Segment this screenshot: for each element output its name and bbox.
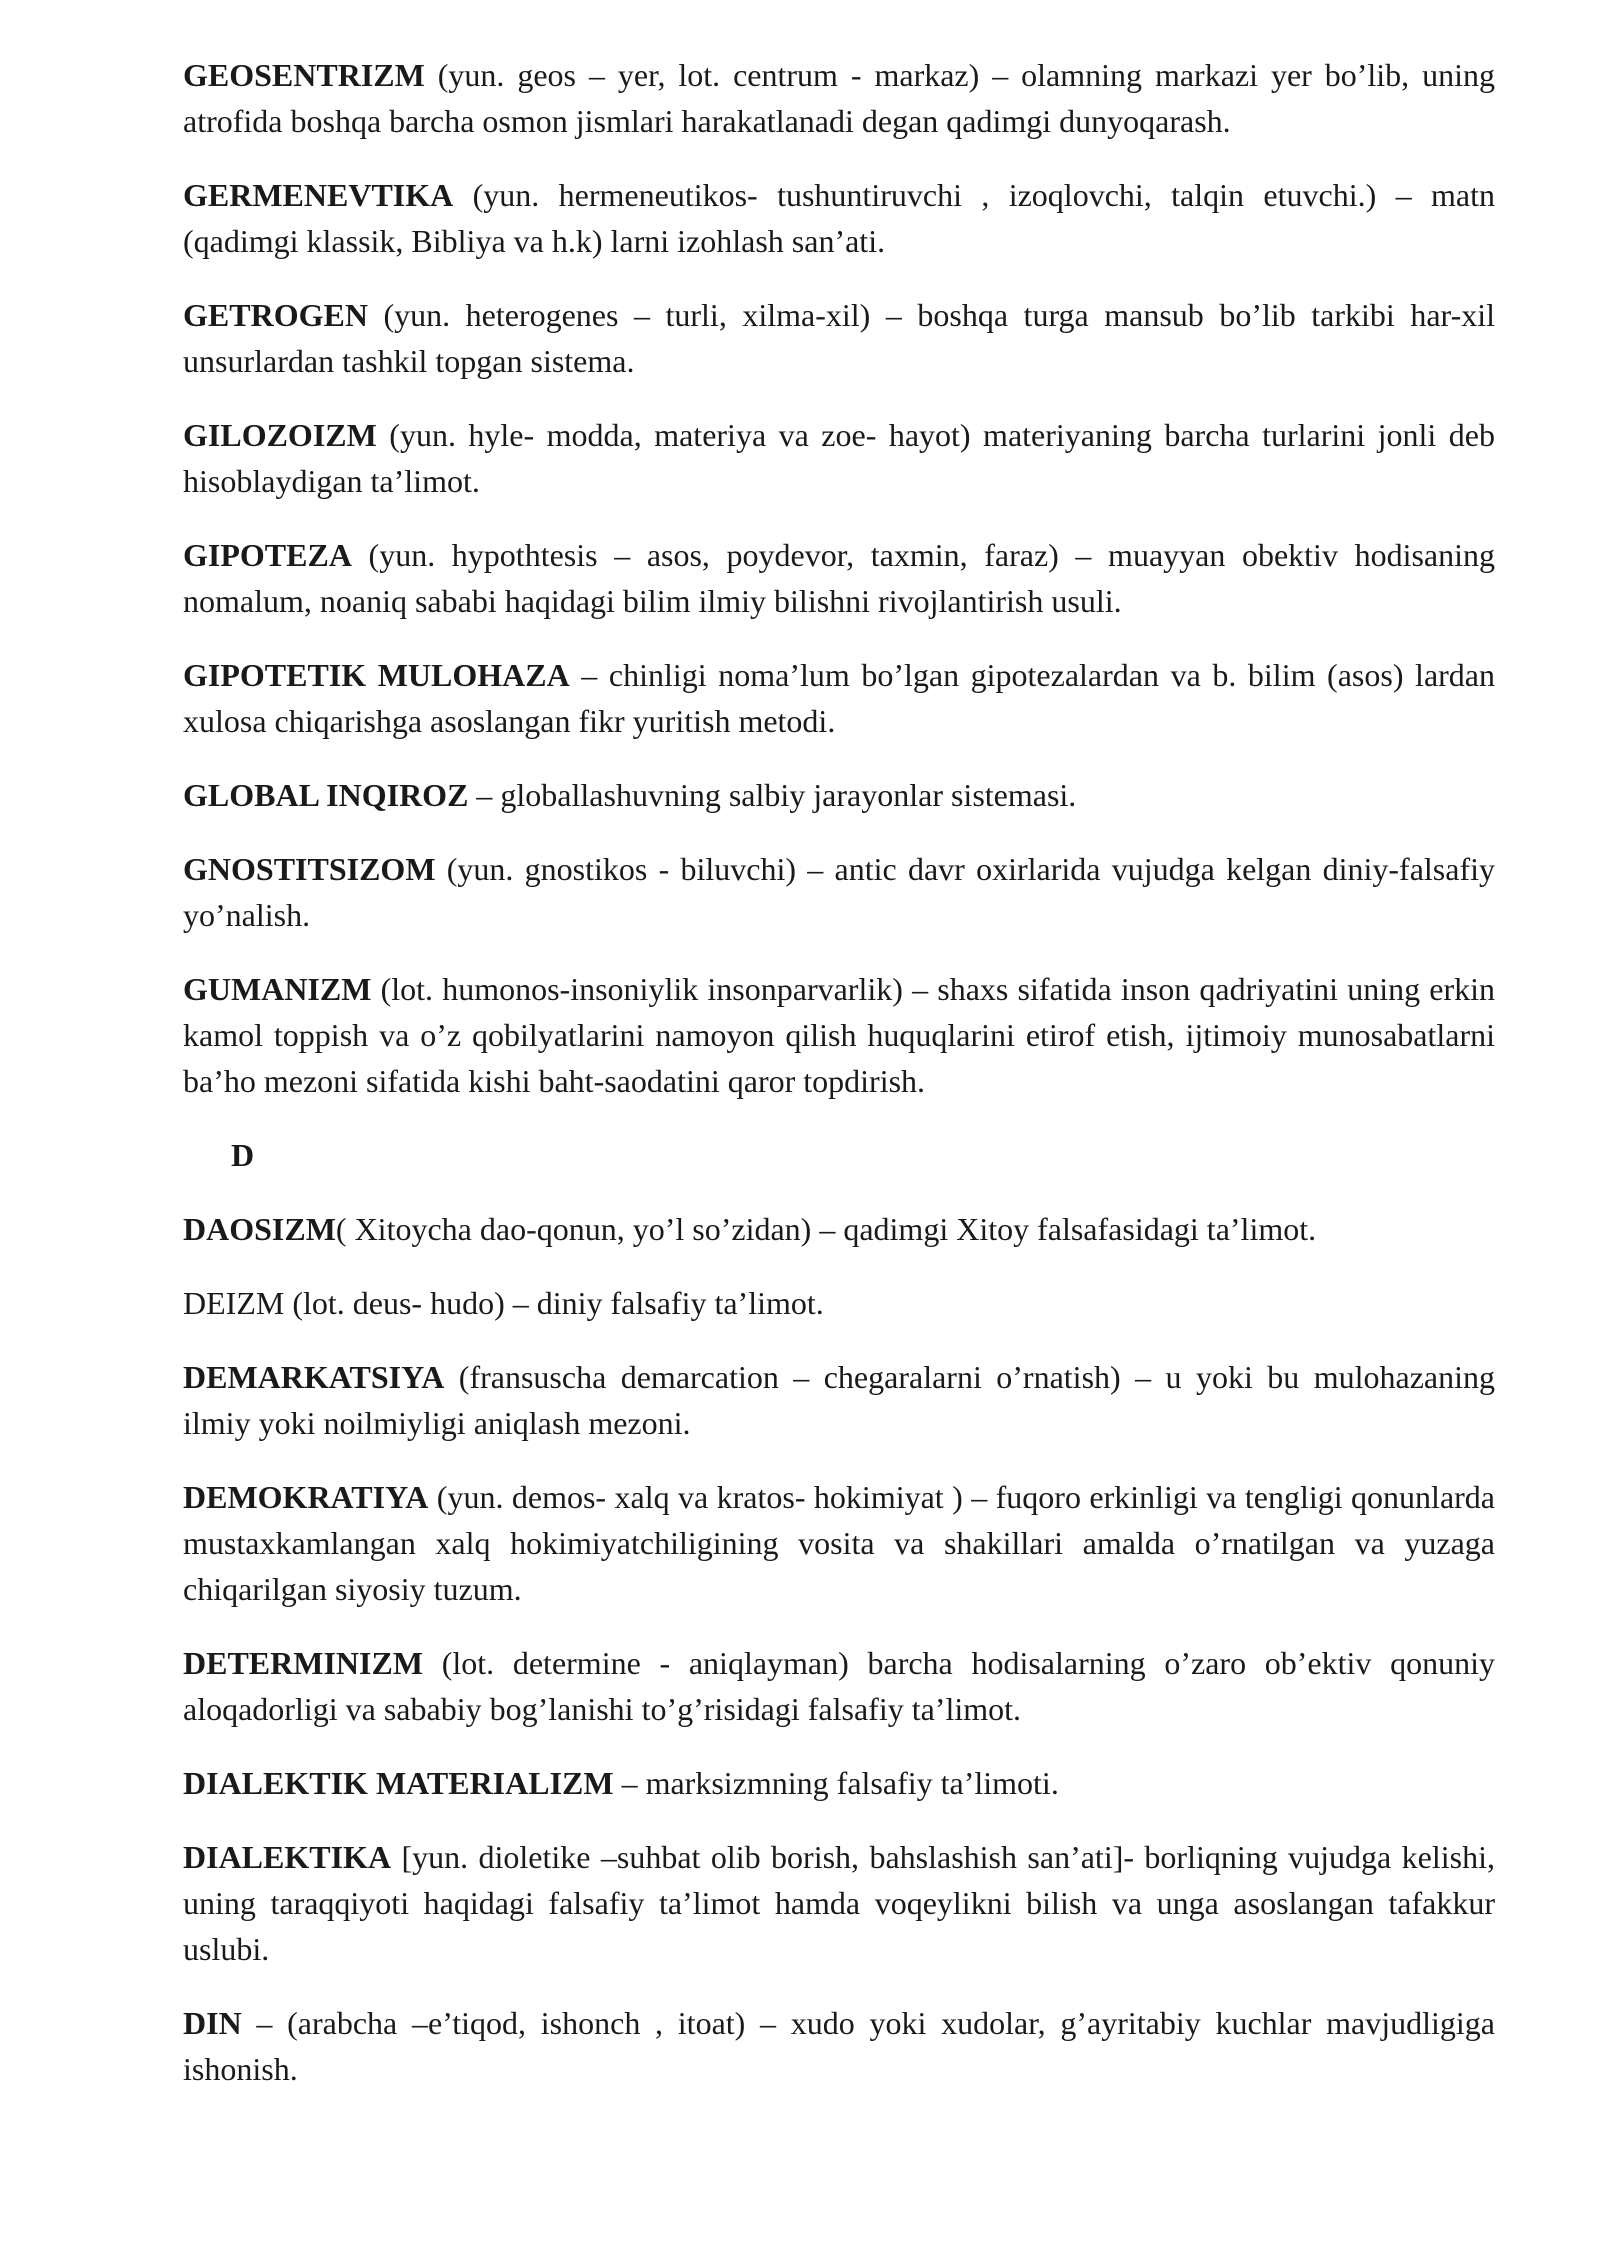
entry-term: GEOSENTRIZM — [183, 57, 425, 93]
glossary-entry — [183, 966, 1495, 1104]
entry-term: GERMENEVTIKA — [183, 177, 454, 213]
glossary-entry — [183, 1474, 1495, 1612]
entry-term: GNOSTITSIZOM — [183, 851, 436, 887]
entry-term: DEMARKATSIYA — [183, 1359, 445, 1395]
entry-definition: (lot. humonos-insoniylik insonparvarlik) – shaxs sifatida inson qadriyatini uning erkin kamol toppish va o’z qobilyatlarini namoyon qilish huquqlarini etirof etish, ijtimoiy munosabatlarni ba’ho mezoni sifatida kishi baht-saodatini qaror topdirish. — [183, 971, 1495, 1099]
entry-term: GUMANIZM — [183, 971, 372, 1007]
glossary-entry — [183, 1206, 1495, 1252]
entry-definition: ( Xitoycha dao-qonun, yo’l so’zidan) – qadimgi Xitoy falsafasidagi ta’limot. — [335, 1211, 1317, 1247]
entry-definition: (yun. demos- xalq va kratos- hokimiyat ) – fuqoro erkinligi va tengligi qonunlarda mustaxkamlangan xalq hokimiyatchiligining vosita va shakillari amalda o’rnatilgan va yuzaga chiqarilgan siyosiy tuzum. — [183, 1479, 1495, 1607]
entry-term: GLOBAL INQIROZ — [183, 777, 469, 813]
entry-term: DETERMINIZM — [183, 1645, 424, 1681]
entry-term: DIN — [183, 2005, 242, 2041]
glossary-entry — [183, 52, 1495, 144]
entry-definition: – marksizmning falsafiy ta’limoti. — [613, 1765, 1059, 1801]
glossary-entry — [183, 2000, 1495, 2092]
entry-definition: [yun. dioletike –suhbat olib borish, bahslashish san’ati]- borliqning vujudga kelishi, uning taraqqiyoti haqidagi falsafiy ta’limot hamda voqeylikni bilish va unga asoslangan tafakkur uslubi. — [183, 1839, 1495, 1967]
glossary-entry — [183, 1354, 1495, 1446]
entry-definition: (yun. geos – yer, lot. centrum - markaz) – olamning markazi yer bo’lib, uning atrofida boshqa barcha osmon jismlari harakatlanadi degan qadimgi dunyoqarash. — [183, 57, 1495, 139]
entry-term: DIALEKTIK MATERIALIZM — [183, 1765, 614, 1801]
glossary-entry — [183, 652, 1495, 744]
section-letter-heading: D — [231, 1137, 255, 1173]
entry-definition: (lot. determine - aniqlayman) barcha hodisalarning o’zaro ob’ektiv qonuniy aloqadorligi va sababiy bog’lanishi to’g’risidagi falsafiy ta’limot. — [183, 1645, 1495, 1727]
glossary-entry — [183, 172, 1495, 264]
glossary-entry — [183, 1834, 1495, 1972]
entry-definition: – chinligi noma’lum bo’lgan gipotezalardan va b. bilim (asos) lardan xulosa chiqarishga asoslangan fikr yuritish metodi. — [183, 657, 1496, 739]
entry-term: GIPOTEZA — [183, 537, 352, 573]
glossary-entry — [183, 1280, 1495, 1326]
entry-definition: (yun. hermeneutikos- tushuntiruvchi , izoqlovchi, talqin etuvchi.) – matn (qadimgi klassik, Bibliya va h.k) larni izohlash san’ati. — [183, 177, 1495, 259]
entry-definition: (yun. hyle- modda, materiya va zoe- hayot) materiyaning barcha turlarini jonli deb hisoblaydigan ta’limot. — [183, 417, 1495, 499]
entry-term: DAOSIZM — [183, 1211, 336, 1247]
glossary-entry — [183, 1640, 1495, 1732]
glossary-entry — [183, 292, 1495, 384]
glossary-entry — [183, 846, 1495, 938]
entry-definition: DEIZM (lot. deus- hudo) – diniy falsafiy ta’limot. — [183, 1285, 824, 1321]
entry-term: GIPOTETIK MULOHAZA — [183, 657, 570, 693]
glossary-entry — [183, 772, 1495, 818]
document-page — [183, 52, 1495, 2120]
entry-term: GILOZOIZM — [183, 417, 377, 453]
entry-term: DIALEKTIKA — [183, 1839, 392, 1875]
entry-definition: (yun. heterogenes – turli, xilma-xil) – boshqa turga mansub bo’lib tarkibi har-xil unsurlardan tashkil topgan sistema. — [183, 297, 1495, 379]
entry-definition: – globallashuvning salbiy jarayonlar sistemasi. — [468, 777, 1077, 813]
entry-definition: (yun. hypothtesis – asos, poydevor, taxmin, faraz) – muayyan obektiv hodisaning nomalum, noaniq sababi haqidagi bilim ilmiy bilishni rivojlantirish usuli. — [183, 537, 1495, 619]
glossary-entry — [183, 1760, 1495, 1806]
entry-term: GETROGEN — [183, 297, 368, 333]
entry-definition: (yun. gnostikos - biluvchi) – antic davr oxirlarida vujudga kelgan diniy-falsafiy yo’nalish. — [183, 851, 1495, 933]
glossary-entry — [183, 412, 1495, 504]
entry-term: DEMOKRATIYA — [183, 1479, 429, 1515]
entry-definition: – (arabcha –e’tiqod, ishonch , itoat) – xudo yoki xudolar, g’ayritabiy kuchlar mavjudligiga ishonish. — [183, 2005, 1495, 2087]
entry-definition: (fransuscha demarcation – chegaralarni o’rnatish) – u yoki bu mulohazaning ilmiy yoki noilmiyligi aniqlash mezoni. — [183, 1359, 1495, 1441]
glossary-entry — [183, 532, 1495, 624]
